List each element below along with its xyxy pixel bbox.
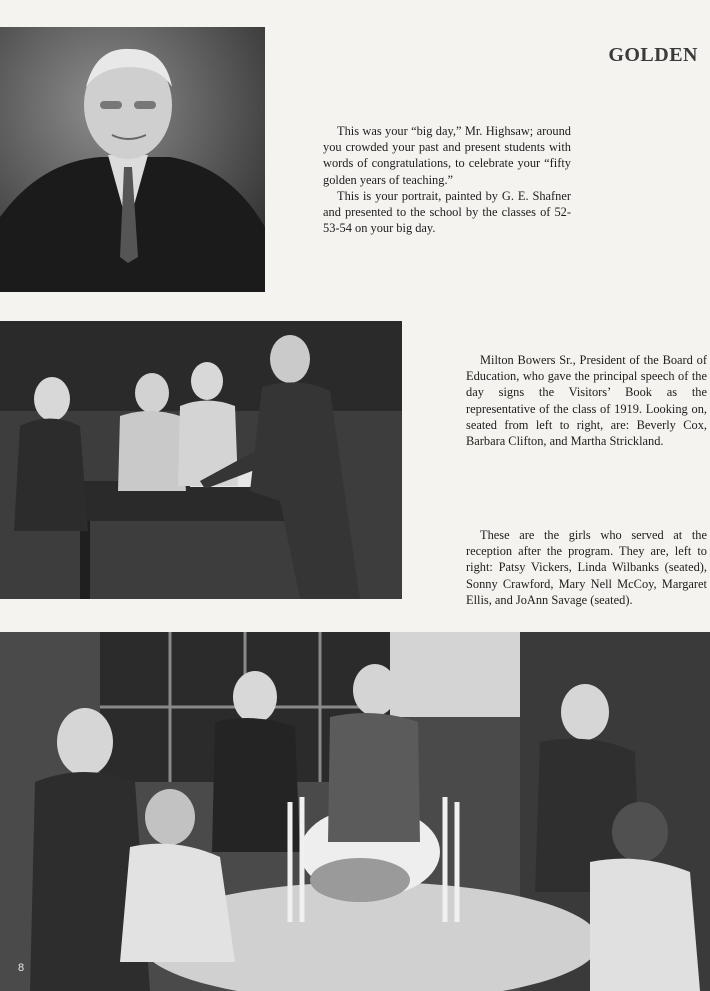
signing-caption <box>466 352 707 449</box>
reception-photo <box>0 632 710 991</box>
portrait-photo <box>0 27 265 292</box>
page-header-word: GOLDEN <box>608 44 698 66</box>
reception-caption-paragraph: These are the girls who served at the reception after the program. They are, left to right: Patsy Vickers, Linda Wilbanks (seated), Sonny Crawford, Mary Nell McCoy, Margaret Ellis, and JoAnn Savage (seated). <box>466 528 707 607</box>
portrait-caption-paragraph-1: This was your “big day,” Mr. Highsaw; around you crowded your past and present students with words of congratulations, to celebrate your “fifty golden years of teaching.” <box>323 124 571 187</box>
reception-caption <box>466 527 707 608</box>
visitors-book-signing-photo <box>0 321 402 599</box>
portrait-caption-paragraph-2: This is your portrait, painted by G. E. Shafner and presented to the school by the classes of 52-53-54 on your big day. <box>323 188 571 236</box>
page-number: 8 <box>18 962 25 974</box>
portrait-caption <box>323 123 571 236</box>
signing-caption-paragraph: Milton Bowers Sr., President of the Board of Education, who gave the principal speech of the day signs the Visitors’ Book as the representative of the class of 1919. Looking on, seated from left to right, are: Beverly Cox, Barbara Clifton, and Martha Strickland. <box>466 353 707 449</box>
